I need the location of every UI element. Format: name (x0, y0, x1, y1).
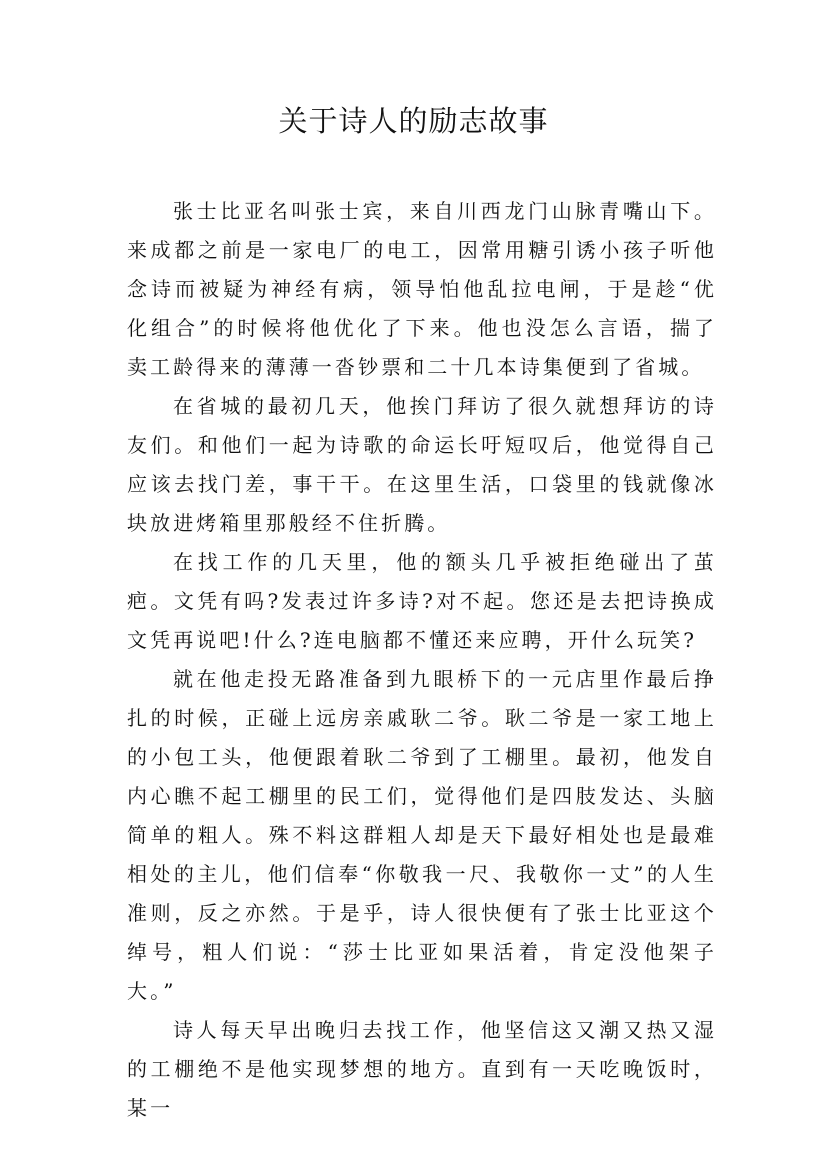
paragraph-5: 诗人每天早出晚归去找工作，他坚信这又潮又热又湿的工棚绝不是他实现梦想的地方。直到有一天吃晚饭时，某一 (127, 1018, 717, 1120)
document-title: 关于诗人的励志故事 (278, 104, 549, 138)
paragraph-2: 在省城的最初几天，他挨门拜访了很久就想拜访的诗友们。和他们一起为诗歌的命运长吁短叹后，他觉得自己应该去找门差，事干干。在这里生活，口袋里的钱就像冰块放进烤箱里那般经不住折腾。 (127, 394, 717, 535)
paragraph-4: 就在他走投无路准备到九眼桥下的一元店里作最后挣扎的时候，正碰上远房亲戚耿二爷。耿二爷是一家工地上的小包工头，他便跟着耿二爷到了工棚里。最初，他发自内心瞧不起工棚里的民工们，觉得他们是四肢发达、头脑简单的粗人。殊不料这群粗人却是天下最好相处也是最难相处的主儿，他们信奉“你敬我一尺、我敬你一丈”的人生准则，反之亦然。于是乎，诗人很快便有了张士比亚这个绰号，粗人们说：“莎士比亚如果活着，肯定没他架子大。” (127, 667, 717, 1003)
document-body (127, 192, 717, 1128)
paragraph-1: 张士比亚名叫张士宾，来自川西龙门山脉青嘴山下。来成都之前是一家电厂的电工，因常用糖引诱小孩子听他念诗而被疑为神经有病，领导怕他乱拉电闸，于是趁“优化组合”的时候将他优化了下来。他也没怎么言语，揣了卖工龄得来的薄薄一沓钞票和二十几本诗集便到了省城。 (127, 199, 717, 379)
paragraph-3: 在找工作的几天里，他的额头几乎被拒绝碰出了茧疤。文凭有吗?发表过许多诗?对不起。您还是去把诗换成文凭再说吧!什么?连电脑都不懂还来应聘，开什么玩笑? (127, 550, 717, 652)
